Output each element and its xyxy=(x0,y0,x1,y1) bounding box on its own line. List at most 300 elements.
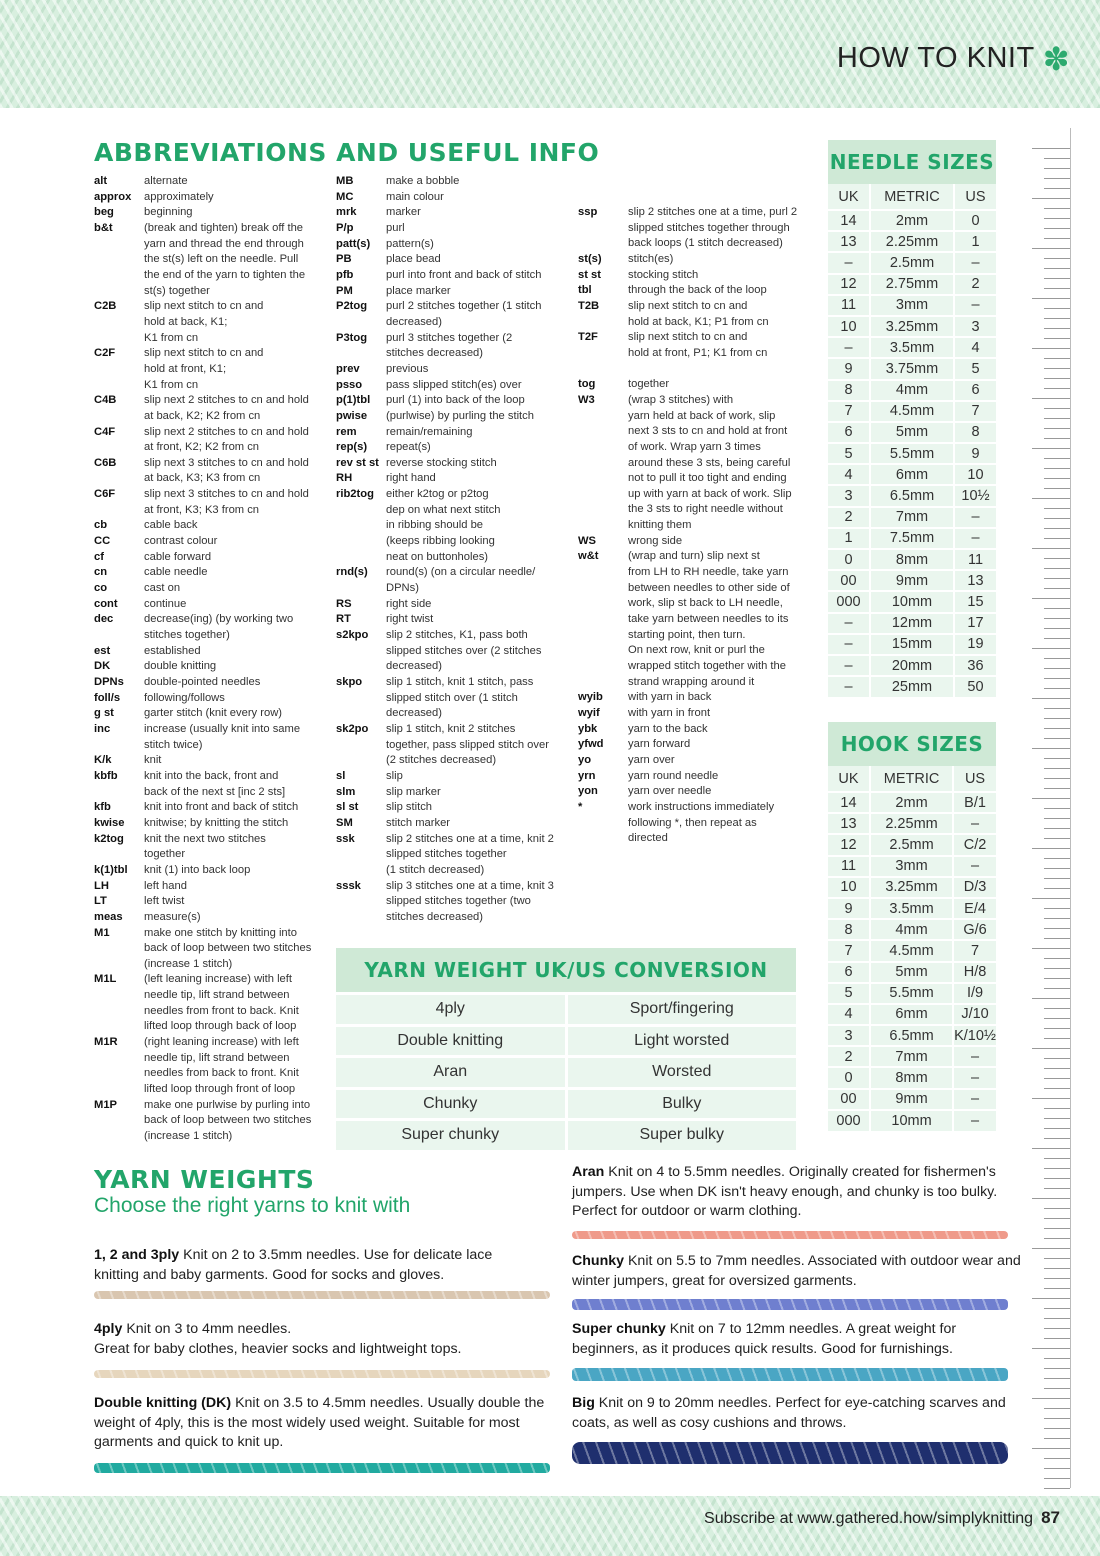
yarn-weight-item xyxy=(94,1394,550,1453)
yarn-weights-subtitle: Choose the right yarns to knit with xyxy=(94,1194,411,1217)
ruler-tick xyxy=(1044,1308,1070,1309)
abbreviation-definition: stitch twice) xyxy=(144,738,203,751)
ruler-tick xyxy=(1044,938,1070,939)
table-cell: 2 xyxy=(828,507,870,528)
abbreviation-row xyxy=(94,456,319,472)
yarn-conversion-rows xyxy=(336,992,796,1150)
abbreviation-term: RT xyxy=(336,613,351,626)
abbreviation-row xyxy=(336,863,561,879)
ruler-tick xyxy=(1044,708,1070,709)
ruler-tick xyxy=(1044,468,1070,469)
section-heading xyxy=(837,42,1070,75)
abbreviation-term: k(1)tbl xyxy=(94,863,128,876)
abbreviation-definition: not to pull it too tight and ending xyxy=(628,472,787,485)
table-cell: – xyxy=(828,676,870,697)
abbreviation-row xyxy=(336,644,561,660)
ruler-tick xyxy=(1044,338,1070,339)
abbreviation-term xyxy=(94,1113,144,1129)
abbreviation-row xyxy=(94,1035,319,1051)
abbreviation-term: st(s) xyxy=(578,252,602,265)
ruler-tick xyxy=(1044,968,1070,969)
abbreviation-term xyxy=(94,1051,144,1067)
abbreviation-definition: wrapped stitch together with the xyxy=(628,660,786,673)
abbreviation-definition: between needles to other side of xyxy=(628,581,790,594)
abbreviation-term xyxy=(578,675,628,691)
table-cell: 10mm xyxy=(870,1110,953,1131)
ruler-tick xyxy=(1044,268,1070,269)
abbreviation-row xyxy=(94,628,319,644)
abbreviation-term: rem xyxy=(336,425,357,438)
abbreviation-row xyxy=(578,471,800,487)
abbreviation-row xyxy=(578,534,800,550)
table-cell: 6mm xyxy=(870,1004,953,1025)
abbreviation-definition xyxy=(628,362,800,378)
abbreviation-row xyxy=(336,800,561,816)
abbreviation-definition: together xyxy=(628,378,670,391)
table-cell: 20mm xyxy=(870,655,954,676)
table-cell: 8 xyxy=(828,380,870,401)
abbreviation-definition: slip next 3 stitches to cn and hold xyxy=(144,456,309,469)
yarn-weight-name: Super chunky xyxy=(572,1321,666,1337)
abbreviation-definition: needle tip, lift strand between xyxy=(144,1051,290,1064)
abbreviation-row xyxy=(578,236,800,252)
abbreviation-row xyxy=(94,581,319,597)
table-row xyxy=(828,655,996,676)
abbreviation-row xyxy=(94,393,319,409)
table-cell: 3.25mm xyxy=(870,877,953,898)
table-row xyxy=(828,792,996,813)
ruler-tick xyxy=(1032,898,1070,899)
table-cell: 7 xyxy=(954,401,996,422)
abbreviation-definition: measure(s) xyxy=(144,910,201,923)
abbreviation-term: P/p xyxy=(336,221,354,234)
abbreviation-definition: from LH to RH needle, take yarn xyxy=(628,566,789,579)
needle-sizes-grid xyxy=(828,184,996,697)
ruler-tick xyxy=(1044,1278,1070,1279)
table-row xyxy=(828,231,996,252)
abbreviation-term: C2B xyxy=(94,300,117,313)
table-cell: 0 xyxy=(828,549,870,570)
abbreviation-term xyxy=(578,409,628,425)
abbreviation-definition: stitches together) xyxy=(144,629,230,642)
table-cell: 2.25mm xyxy=(870,231,954,252)
ruler-tick xyxy=(1044,538,1070,539)
abbreviation-row xyxy=(94,785,319,801)
abbreviation-definition: at back, K2; K2 from cn xyxy=(144,409,261,422)
abbreviation-term xyxy=(336,738,386,754)
abbreviation-row xyxy=(578,205,800,221)
abbreviation-row xyxy=(578,409,800,425)
abbreviation-definition: slip next 2 stitches to cn and hold xyxy=(144,394,309,407)
abbreviation-term: K/k xyxy=(94,754,112,767)
abbreviation-row xyxy=(94,550,319,566)
table-cell: – xyxy=(954,507,996,528)
abbreviation-row xyxy=(578,268,800,284)
abbreviation-term xyxy=(94,268,144,284)
abbreviation-term: sl xyxy=(336,769,346,782)
ruler-tick xyxy=(1044,438,1070,439)
table-row xyxy=(828,422,996,443)
abbreviation-definition: stitches decreased) xyxy=(386,910,484,923)
abbreviation-row xyxy=(94,706,319,722)
abbreviation-row xyxy=(578,690,800,706)
yarn-strand-image xyxy=(572,1231,1008,1239)
abbreviation-definition: slip 1 stitch, knit 1 stitch, pass xyxy=(386,676,534,688)
ruler-tick xyxy=(1044,1168,1070,1169)
abbreviation-row xyxy=(578,737,800,753)
abbreviation-term: k2tog xyxy=(94,832,124,845)
abbreviation-term: rnd(s) xyxy=(336,566,368,579)
table-cell: 5 xyxy=(828,443,870,464)
hook-sizes-title: HOOK SIZES xyxy=(828,722,996,766)
abbreviation-term xyxy=(578,221,628,237)
abbreviation-definition: back of loop between two stitches xyxy=(144,942,312,955)
table-cell: 15 xyxy=(954,591,996,612)
ruler-tick xyxy=(1044,1128,1070,1129)
abbreviation-row xyxy=(336,456,561,472)
table-cell: 13 xyxy=(828,231,870,252)
abbreviation-row xyxy=(336,910,561,926)
abbreviation-row xyxy=(94,409,319,425)
abbreviation-row xyxy=(336,753,561,769)
table-cell: 8 xyxy=(954,422,996,443)
abbreviation-term: w&t xyxy=(578,550,599,563)
ruler-tick xyxy=(1044,718,1070,719)
ruler-tick xyxy=(1044,1408,1070,1409)
abbreviation-definition: slipped stitch over (1 stitch xyxy=(386,691,518,704)
ruler-tick xyxy=(1044,1338,1070,1339)
abbreviation-term: mrk xyxy=(336,206,357,219)
abbreviation-term: kbfb xyxy=(94,769,118,782)
ruler-tick xyxy=(1044,1318,1070,1319)
abbreviation-definition: contrast colour xyxy=(144,535,218,548)
abbreviation-term: ssp xyxy=(578,206,598,218)
abbreviation-definition: yarn and thread the end through xyxy=(144,237,304,250)
table-cell: 12 xyxy=(828,274,870,295)
abbreviation-definition: double knitting xyxy=(144,660,217,673)
abbreviation-row xyxy=(578,330,800,346)
abbreviation-definition: stocking stitch xyxy=(628,268,699,281)
abbreviation-term: kwise xyxy=(94,816,125,829)
abbreviation-term: yfwd xyxy=(578,738,604,751)
abbreviation-term: st st xyxy=(578,268,602,281)
table-cell: 7mm xyxy=(870,1046,953,1067)
abbreviation-row xyxy=(336,205,561,221)
abbreviation-definition: slip 2 stitches one at a time, knit 2 xyxy=(386,832,554,845)
abbreviation-row xyxy=(578,362,800,378)
abbreviation-row xyxy=(578,456,800,472)
ruler-tick xyxy=(1044,1368,1070,1369)
table-cell: 13 xyxy=(828,813,870,834)
abbreviation-row xyxy=(336,894,561,910)
abbreviation-definition: with yarn in front xyxy=(628,707,711,719)
table-row xyxy=(828,813,996,834)
abbreviation-row xyxy=(94,832,319,848)
abbreviation-term xyxy=(94,378,144,394)
abbreviation-row xyxy=(578,315,800,331)
table-cell: 10½ xyxy=(954,485,996,506)
ruler-tick xyxy=(1032,598,1070,599)
abbreviation-definition: together xyxy=(144,848,186,861)
abbreviation-term xyxy=(578,424,628,440)
table-row xyxy=(828,1046,996,1067)
abbreviation-term: cn xyxy=(94,566,108,579)
ruler-tick xyxy=(1044,208,1070,209)
abbreviation-row xyxy=(94,331,319,347)
ruler-tick xyxy=(1032,648,1070,649)
ruler-tick xyxy=(1044,1038,1070,1039)
ruler-tick xyxy=(1044,1088,1070,1089)
abbreviation-row xyxy=(94,518,319,534)
abbreviation-term xyxy=(94,440,144,456)
abbreviation-definition: yarn over xyxy=(628,753,675,766)
abbreviation-row xyxy=(336,503,561,519)
abbreviation-row xyxy=(94,879,319,895)
table-cell: – xyxy=(953,1110,996,1131)
abbreviation-row xyxy=(336,659,561,675)
abbreviation-term xyxy=(94,1082,144,1098)
abbreviation-definition: slip 1 stitch, knit 2 stitches xyxy=(386,722,516,735)
uk-weight: Super chunky xyxy=(401,1126,500,1144)
abbreviation-definition: slip xyxy=(386,769,403,782)
abbreviation-row xyxy=(94,503,319,519)
abbreviation-row xyxy=(336,471,561,487)
conversion-row xyxy=(336,1087,796,1119)
ruler-tick xyxy=(1044,1078,1070,1079)
ruler-tick xyxy=(1044,668,1070,669)
yarn-weight-description: Knit on 7 to 12mm needles. A great weight for beginners, as it produces quick results. Good for furnishings. xyxy=(572,1321,957,1357)
abbreviation-definition: purl 2 stitches together (1 stitch xyxy=(386,300,542,313)
ruler-tick xyxy=(1044,568,1070,569)
abbreviation-row xyxy=(94,534,319,550)
abbreviation-row xyxy=(94,800,319,816)
table-cell: 2.5mm xyxy=(870,252,954,273)
ruler-tick xyxy=(1032,1398,1070,1399)
ruler-tick xyxy=(1044,188,1070,189)
abbreviation-term: yo xyxy=(578,753,592,766)
abbreviation-term xyxy=(578,487,628,503)
table-row xyxy=(828,634,996,655)
abbreviation-term: yon xyxy=(578,785,598,798)
abbreviations-title: ABBREVIATIONS AND USEFUL INFO xyxy=(94,138,600,167)
abbreviation-definition: knitwise; by knitting the stitch xyxy=(144,816,289,829)
table-row xyxy=(828,337,996,358)
abbreviation-definition: (break and tighten) break off the xyxy=(144,221,304,234)
table-row xyxy=(828,210,996,231)
table-cell: 6 xyxy=(954,380,996,401)
abbreviation-row xyxy=(94,565,319,581)
table-cell: 3 xyxy=(828,1025,870,1046)
table-row xyxy=(828,1110,996,1131)
table-cell: 25mm xyxy=(870,676,954,697)
abbreviation-definition: purl into front and back of stitch xyxy=(386,268,542,281)
abbreviation-definition: left twist xyxy=(144,895,185,908)
ruler-tick xyxy=(1044,928,1070,929)
ruler-tick xyxy=(1044,818,1070,819)
abbreviation-term: alt xyxy=(94,175,108,187)
table-row xyxy=(828,898,996,919)
abbreviation-term: tbl xyxy=(578,284,592,297)
abbreviation-row xyxy=(578,628,800,644)
abbreviation-row xyxy=(578,831,800,847)
abbreviation-row xyxy=(336,722,561,738)
abbreviation-row xyxy=(336,174,561,190)
abbreviation-definition: purl 3 stitches together (2 xyxy=(386,331,513,344)
table-cell: 12mm xyxy=(870,613,954,634)
ruler-tick xyxy=(1044,288,1070,289)
abbreviation-row xyxy=(578,816,800,832)
table-cell: 1 xyxy=(828,528,870,549)
ruler-tick xyxy=(1044,158,1070,159)
abbreviation-term xyxy=(578,565,628,581)
abbreviation-definition: previous xyxy=(386,362,429,375)
abbreviation-row xyxy=(94,237,319,253)
table-cell: H/8 xyxy=(953,962,996,983)
table-cell: 14 xyxy=(828,210,870,231)
ruler-tick xyxy=(1044,1228,1070,1229)
abbreviation-row xyxy=(336,237,561,253)
abbreviation-term xyxy=(336,706,386,722)
ruler-tick xyxy=(1044,1258,1070,1259)
abbreviation-row xyxy=(94,1129,319,1145)
abbreviation-row xyxy=(578,518,800,534)
abbreviation-definition: reverse stocking stitch xyxy=(386,456,497,469)
ruler-tick xyxy=(1044,778,1070,779)
abbreviation-definition: slip next stitch to cn and xyxy=(628,299,748,312)
yarn-weights-title: YARN WEIGHTS xyxy=(94,1165,315,1194)
abbreviation-term xyxy=(578,236,628,252)
abbreviation-definition: marker xyxy=(386,206,421,219)
table-cell: J/10 xyxy=(953,1004,996,1025)
ruler-tick xyxy=(1044,368,1070,369)
abbreviation-row xyxy=(336,362,561,378)
abbreviation-definition: approximately xyxy=(144,190,214,203)
abbreviation-definition: K1 from cn xyxy=(144,378,199,391)
abbreviation-row xyxy=(336,315,561,331)
table-cell: 4mm xyxy=(870,380,954,401)
ruler-tick xyxy=(1044,258,1070,259)
table-cell: 2 xyxy=(828,1046,870,1067)
abbreviation-row xyxy=(94,221,319,237)
table-cell: – xyxy=(828,337,870,358)
abbreviation-term: b&t xyxy=(94,221,113,234)
abbreviation-term xyxy=(94,785,144,801)
abbreviation-row xyxy=(336,331,561,347)
table-cell: 5 xyxy=(954,358,996,379)
abbreviation-term: psso xyxy=(336,378,363,391)
table-row xyxy=(828,401,996,422)
abbreviation-term xyxy=(578,502,628,518)
abbreviation-definition: right side xyxy=(386,597,432,610)
abbreviation-term: yrn xyxy=(578,769,596,782)
ruler-tick xyxy=(1044,1388,1070,1389)
table-row xyxy=(828,295,996,316)
table-row xyxy=(828,1025,996,1046)
table-cell: 7 xyxy=(953,940,996,961)
abbreviation-definition: with yarn in back xyxy=(628,691,712,704)
abbreviation-row xyxy=(94,1066,319,1082)
abbreviation-row xyxy=(94,612,319,628)
abbreviation-definition: back of loop between two stitches xyxy=(144,1114,312,1127)
abbreviation-term xyxy=(578,362,628,378)
table-row xyxy=(828,1089,996,1110)
table-cell: 7mm xyxy=(870,507,954,528)
abbreviation-row xyxy=(336,487,561,503)
table-cell: – xyxy=(954,295,996,316)
ruler-tick xyxy=(1044,488,1070,489)
abbreviation-row xyxy=(94,738,319,754)
abbreviation-row xyxy=(336,346,561,362)
conversion-row xyxy=(336,992,796,1024)
abbreviation-row xyxy=(336,221,561,237)
table-cell: K/10½ xyxy=(953,1025,996,1046)
uk-weight: Double knitting xyxy=(397,1031,504,1049)
table-cell: G/6 xyxy=(953,919,996,940)
abbreviation-row xyxy=(94,847,319,863)
ruler-tick xyxy=(1044,178,1070,179)
abbreviation-row xyxy=(94,894,319,910)
abbreviation-row xyxy=(336,252,561,268)
abbreviation-definition: dep on what next stitch xyxy=(386,503,501,516)
table-cell: 4 xyxy=(954,337,996,358)
abbreviation-definition: lifted loop through back of loop xyxy=(144,1020,297,1033)
abbreviation-definition: at back, K3; K3 from cn xyxy=(144,472,261,485)
abbreviation-definition: directed xyxy=(628,832,668,845)
table-row xyxy=(828,528,996,549)
abbreviation-definition: in ribbing should be xyxy=(386,519,484,532)
yarn-strand-image xyxy=(572,1442,1008,1464)
ruler-spine xyxy=(1070,128,1071,1488)
abbreviation-row xyxy=(578,440,800,456)
abbreviation-row xyxy=(94,659,319,675)
table-cell: – xyxy=(828,613,870,634)
table-cell: 4mm xyxy=(870,919,953,940)
abbreviation-definition: slip next stitch to cn and xyxy=(628,331,748,344)
abbreviation-term: p(1)tbl xyxy=(336,394,371,407)
table-cell: 11 xyxy=(828,856,870,877)
abbreviation-row xyxy=(94,769,319,785)
yarn-conversion-title: YARN WEIGHT UK/US CONVERSION xyxy=(336,948,796,992)
abbreviation-term: dec xyxy=(94,613,114,626)
abbreviation-definition: at front, K3; K3 from cn xyxy=(144,503,260,516)
ruler-tick xyxy=(1044,678,1070,679)
abbreviation-row xyxy=(336,425,561,441)
table-cell: 8 xyxy=(828,919,870,940)
ruler-tick xyxy=(1044,838,1070,839)
abbreviation-row xyxy=(336,284,561,300)
abbreviation-term xyxy=(94,847,144,863)
abbreviation-row xyxy=(578,346,800,362)
abbreviation-row xyxy=(94,190,319,206)
abbreviation-row xyxy=(578,299,800,315)
subscribe-text: Subscribe at www.gathered.how/simplyknitting xyxy=(704,1510,1034,1527)
table-cell: C/2 xyxy=(953,834,996,855)
abbreviation-term xyxy=(94,1066,144,1082)
abbreviation-term: C6B xyxy=(94,456,117,469)
table-cell: – xyxy=(828,252,870,273)
abbreviation-definition: up with yarn at back of work. Slip xyxy=(628,487,792,500)
table-cell: 7 xyxy=(828,401,870,422)
abbreviation-definition: stitch marker xyxy=(386,816,451,829)
abbreviation-term xyxy=(336,518,386,534)
abbreviation-row xyxy=(94,1004,319,1020)
section-title: HOW TO KNIT xyxy=(836,42,1035,74)
abbreviation-definition: slipped stitches together (two xyxy=(386,895,531,908)
ruler-tick xyxy=(1044,1208,1070,1209)
abbreviation-row xyxy=(578,675,800,691)
abbreviation-term xyxy=(94,1004,144,1020)
abbreviation-term: RS xyxy=(336,597,352,610)
